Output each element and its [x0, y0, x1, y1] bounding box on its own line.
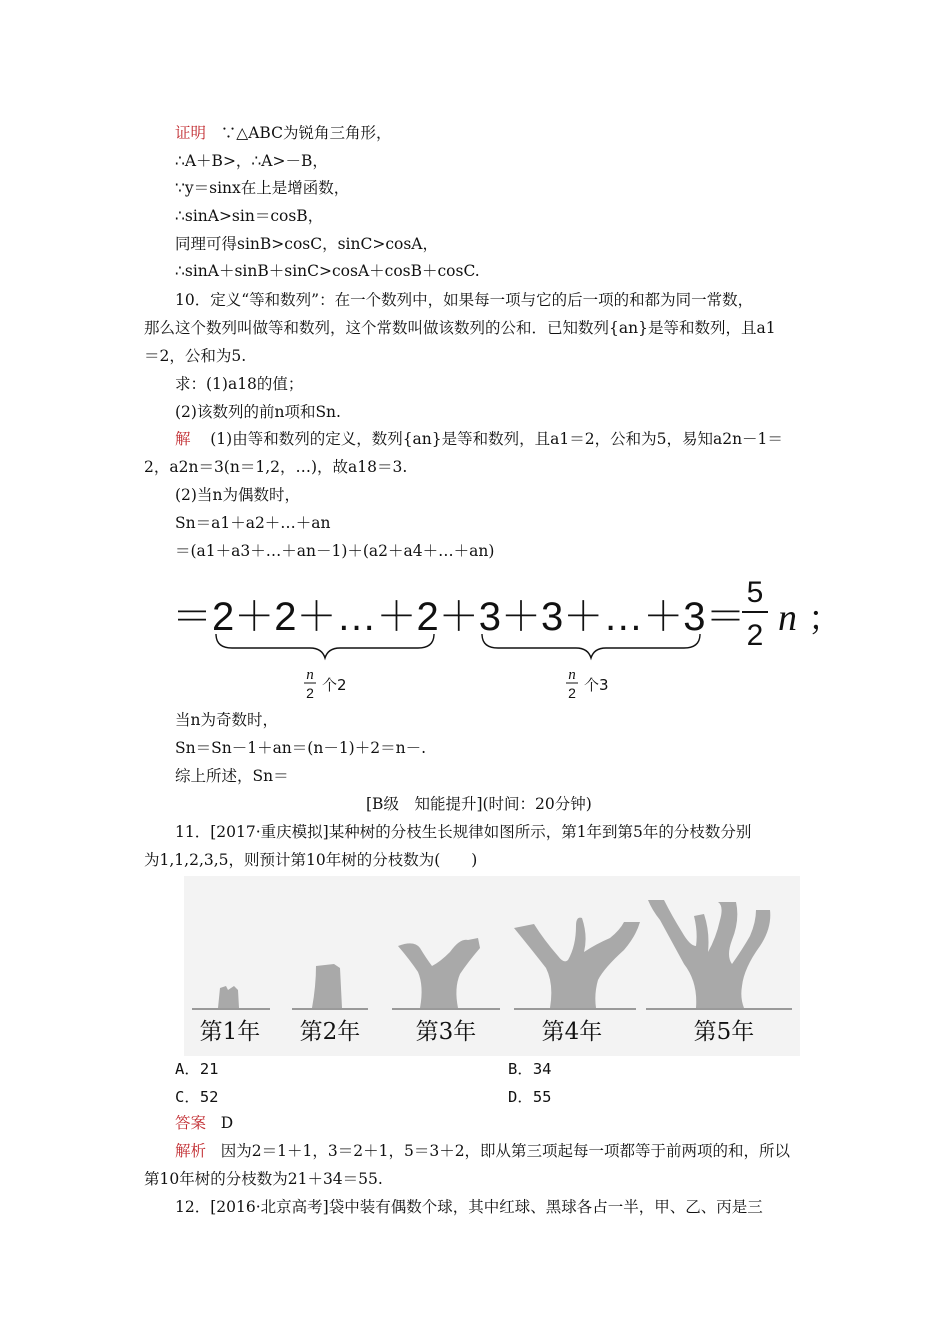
- sol10-text-1: (1)由等和数列的定义，数列{an}是等和数列，且a1＝2，公和为5，易知a2n－1＝: [210, 430, 783, 448]
- sol10-line-1: [175, 428, 783, 450]
- frac-denominator: 2: [746, 619, 764, 652]
- answer-label: 答案: [175, 1114, 207, 1132]
- tree-year-2: [312, 964, 342, 1008]
- q11-line-1: 11．[2017·重庆模拟]某种树的分枝生长规律如图所示，第1年到第5年的分枝数分别: [175, 823, 752, 841]
- proof-label: 证明: [175, 124, 207, 142]
- brace2-frac-num: n: [568, 667, 576, 683]
- equation-end: ；: [808, 600, 842, 638]
- year-label-2: 第2年: [299, 1019, 361, 1045]
- proof-text-1: ∵△ABC为锐角三角形，: [220, 124, 392, 142]
- frac-numerator: 5: [746, 576, 764, 609]
- option-d: D．55: [508, 1088, 552, 1106]
- q10-line-4: 求：(1)a18的值；: [175, 375, 304, 393]
- q10-line-3: ＝2，公和为5.: [144, 347, 247, 365]
- analysis-label: 解析: [175, 1142, 207, 1160]
- brace1-label: 个2: [322, 676, 347, 694]
- q11-line-2: 为1,1,2,3,5，则预计第10年树的分枝数为( ): [144, 851, 478, 869]
- proof-line-4: ∴sinA>sin＝cosB，: [175, 207, 324, 225]
- variable-n: n: [778, 597, 797, 639]
- year-label-1: 第1年: [199, 1019, 261, 1045]
- q10-line-5: (2)该数列的前n项和Sn.: [175, 403, 341, 421]
- sol10-line-5: ＝(a1＋a3＋…＋an－1)＋(a2＋a4＋…＋an): [175, 542, 495, 560]
- year-label-4: 第4年: [541, 1019, 603, 1045]
- sol10-line-4: Sn＝a1＋a2＋…＋an: [175, 514, 331, 532]
- brace2-frac-den: 2: [568, 685, 576, 701]
- tree-growth-figure: [184, 876, 800, 1056]
- sol10-line-6: 当n为奇数时，: [175, 711, 278, 729]
- sol10-line-2: 2，a2n＝3(n＝1,2，…)，故a18＝3.: [144, 458, 408, 476]
- option-a: A．21: [175, 1060, 219, 1078]
- option-b: B．34: [508, 1060, 552, 1078]
- brace1-frac-den: 2: [306, 685, 314, 701]
- year-label-5: 第5年: [693, 1019, 755, 1045]
- section-b-header: [B级 知能提升](时间：20分钟): [366, 795, 592, 813]
- sum-expression: ＝2＋2＋…＋2＋3＋3＋…＋3＝: [172, 595, 746, 639]
- solution-label: 解: [175, 430, 191, 448]
- proof-line-3: ∵y＝sinx在上是增函数，: [175, 179, 350, 197]
- answer-line: [175, 1112, 233, 1134]
- underbrace-equation: [172, 572, 842, 712]
- brace2-label: 个3: [584, 676, 609, 694]
- proof-line-6: ∴sinA＋sinB＋sinC>cosA＋cosB＋cosC.: [175, 262, 480, 280]
- sol10-line-7: Sn＝Sn－1＋an＝(n－1)＋2＝n－.: [175, 739, 426, 757]
- analysis-text-1: 因为2＝1＋1，3＝2＋1，5＝3＋2，即从第三项起每一项都等于前两项的和，所以: [220, 1142, 791, 1160]
- analysis-line-1: [175, 1140, 790, 1162]
- answer-value: D: [220, 1114, 234, 1132]
- proof-line-2: ∴A＋B>，∴A>－B，: [175, 152, 328, 170]
- q10-line-2: 那么这个数列叫做等和数列，这个常数叫做该数列的公和．已知数列{an}是等和数列，且a1: [144, 319, 776, 337]
- q10-line-1: 10．定义“等和数列”：在一个数列中，如果每一项与它的后一项的和都为同一常数，: [175, 291, 754, 309]
- analysis-line-2: 第10年树的分枝数为21＋34＝55.: [144, 1170, 383, 1188]
- brace1-frac-num: n: [306, 667, 314, 683]
- year-label-3: 第3年: [415, 1019, 477, 1045]
- proof-line-5: 同理可得sinB>cosC，sinC>cosA，: [175, 235, 439, 253]
- q12-line-1: 12．[2016·北京高考]袋中装有偶数个球，其中红球、黑球各占一半，甲、乙、丙是三: [175, 1198, 763, 1216]
- sol10-line-3: (2)当n为偶数时，: [175, 486, 300, 504]
- option-c: C．52: [175, 1088, 219, 1106]
- sol10-line-8: 综上所述，Sn＝: [175, 767, 289, 785]
- proof-line-1: [175, 122, 391, 144]
